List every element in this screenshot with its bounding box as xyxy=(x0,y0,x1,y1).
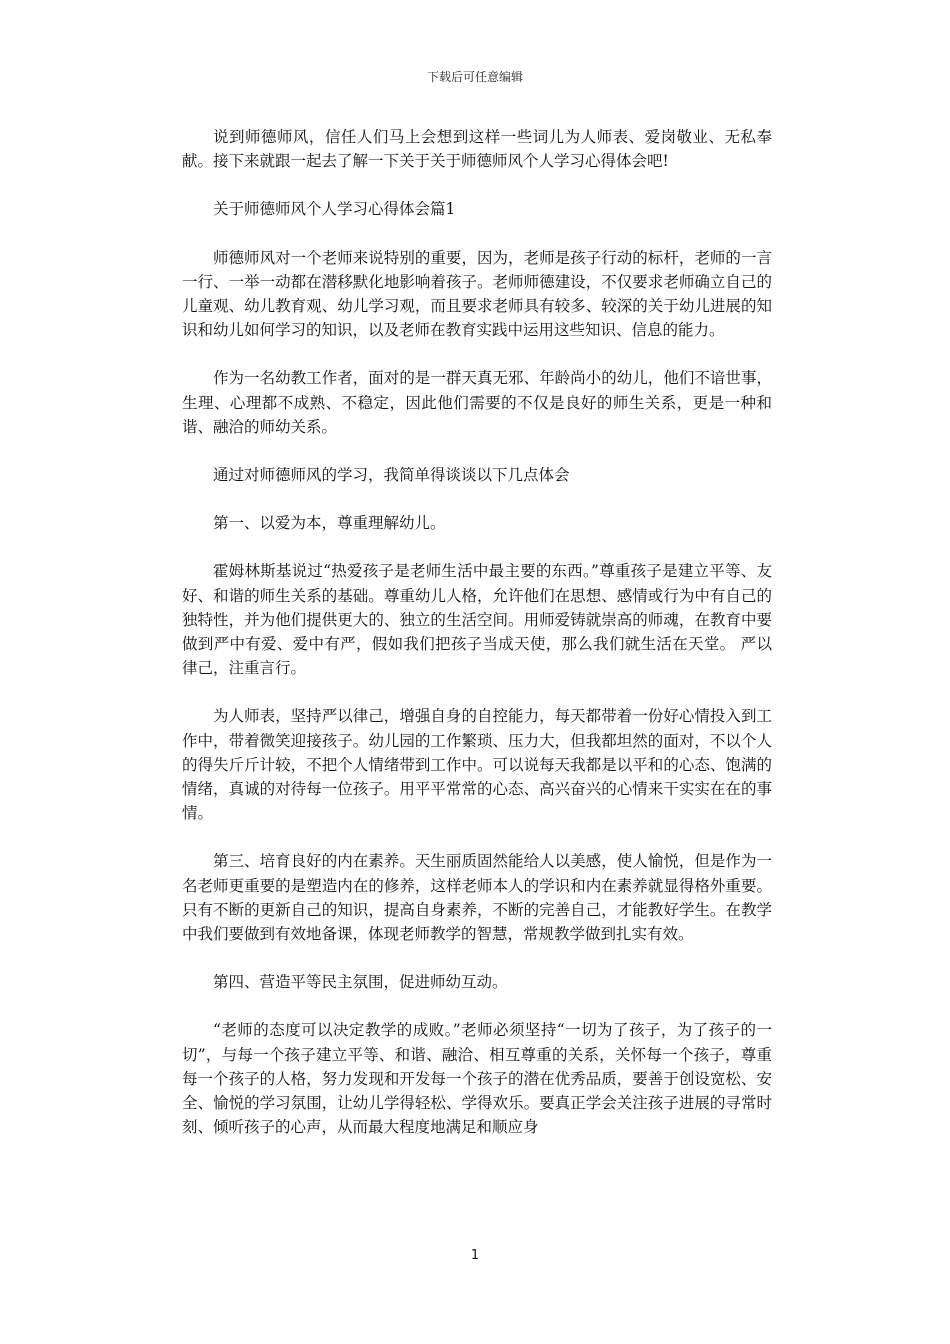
section-heading: 关于师德师风个人学习心得体会篇1 xyxy=(213,200,456,219)
document-body xyxy=(182,125,772,1164)
point-heading-4: 第四、营造平等民主氛围，促进师幼互动。 xyxy=(213,973,508,992)
body-paragraph: 第三、培育良好的内在素养。天生丽质固然能给人以美感，使人愉悦，但是作为一名老师更重要的是塑造内在的修养，这样老师本人的学识和内在素养就显得格外重要。只有不断的更新自己的知识，提高自身素养，不断的完善自己，才能教好学生。在教学中我们要做到有效地备课，体现老师教学的智慧，常规教学做到扎实有效。 xyxy=(182,852,772,944)
page-number: 1 xyxy=(470,1248,480,1263)
body-paragraph: 作为一名幼教工作者，面对的是一群天真无邪、年龄尚小的幼儿，他们不谙世事，生理、心理都不成熟、不稳定，因此他们需要的不仅是良好的师生关系，更是一种和谐、融洽的师幼关系。 xyxy=(182,369,772,436)
body-paragraph: 师德师风对一个老师来说特别的重要，因为，老师是孩子行动的标杆，老师的一言一行、一举一动都在潜移默化地影响着孩子。老师师德建设，不仅要求老师确立自己的儿童观、幼儿教育观、幼儿学习观，而且要求老师具有较多、较深的关于幼儿进展的知识和幼儿如何学习的知识，以及老师在教育实践中运用这些知识、信息的能力。 xyxy=(182,248,772,340)
body-paragraph: 通过对师德师风的学习，我简单得谈谈以下几点体会 xyxy=(213,466,570,485)
body-paragraph: 霍姆林斯基说过“热爱孩子是老师生活中最主要的东西。”尊重孩子是建立平等、友好、和谐的师生关系的基础。尊重幼儿人格，允许他们在思想、感情或行为中有自己的独特性，并为他们提供更大的、独立的生活空间。用师爱铸就崇高的师魂，在教育中要做到严中有爱、爱中有严，假如我们把孩子当成天使，那么我们就生活在天堂。 严以律己，注重言行。 xyxy=(182,562,772,678)
intro-paragraph: 说到师德师风，信任人们马上会想到这样一些词儿为人师表、爱岗敬业、无私奉献。接下来就跟一起去了解一下关于关于师德师风个人学习心得体会吧! xyxy=(182,128,772,171)
body-paragraph: 为人师表，坚持严以律己，增强自身的自控能力，每天都带着一份好心情投入到工作中，带着微笑迎接孩子。幼儿园的工作繁琐、压力大，但我都坦然的面对，不以个人的得失斤斤计较，不把个人情绪带到工作中。可以说每天我都是以平和的心态、饱满的情绪，真诚的对待每一位孩子。用平平常常的心态、高兴奋兴的心情来干实实在在的事情。 xyxy=(182,707,772,823)
page-header: 下载后可任意编辑 xyxy=(426,70,523,84)
point-heading-1: 第一、以爱为本，尊重理解幼儿。 xyxy=(213,514,446,533)
body-paragraph: “老师的态度可以决定教学的成败。”老师必须坚持“一切为了孩子，为了孩子的一切”，与每一个孩子建立平等、和谐、融洽、相互尊重的关系，关怀每一个孩子，尊重每一个孩子的人格，努力发现和开发每一个孩子的潜在优秀品质，要善于创设宽松、安全、愉悦的学习氛围，让幼儿学得轻松、学得欢乐。要真正学会关注孩子进展的寻常时刻、倾听孩子的心声，从而最大程度地满足和顺应身 xyxy=(182,1021,772,1137)
